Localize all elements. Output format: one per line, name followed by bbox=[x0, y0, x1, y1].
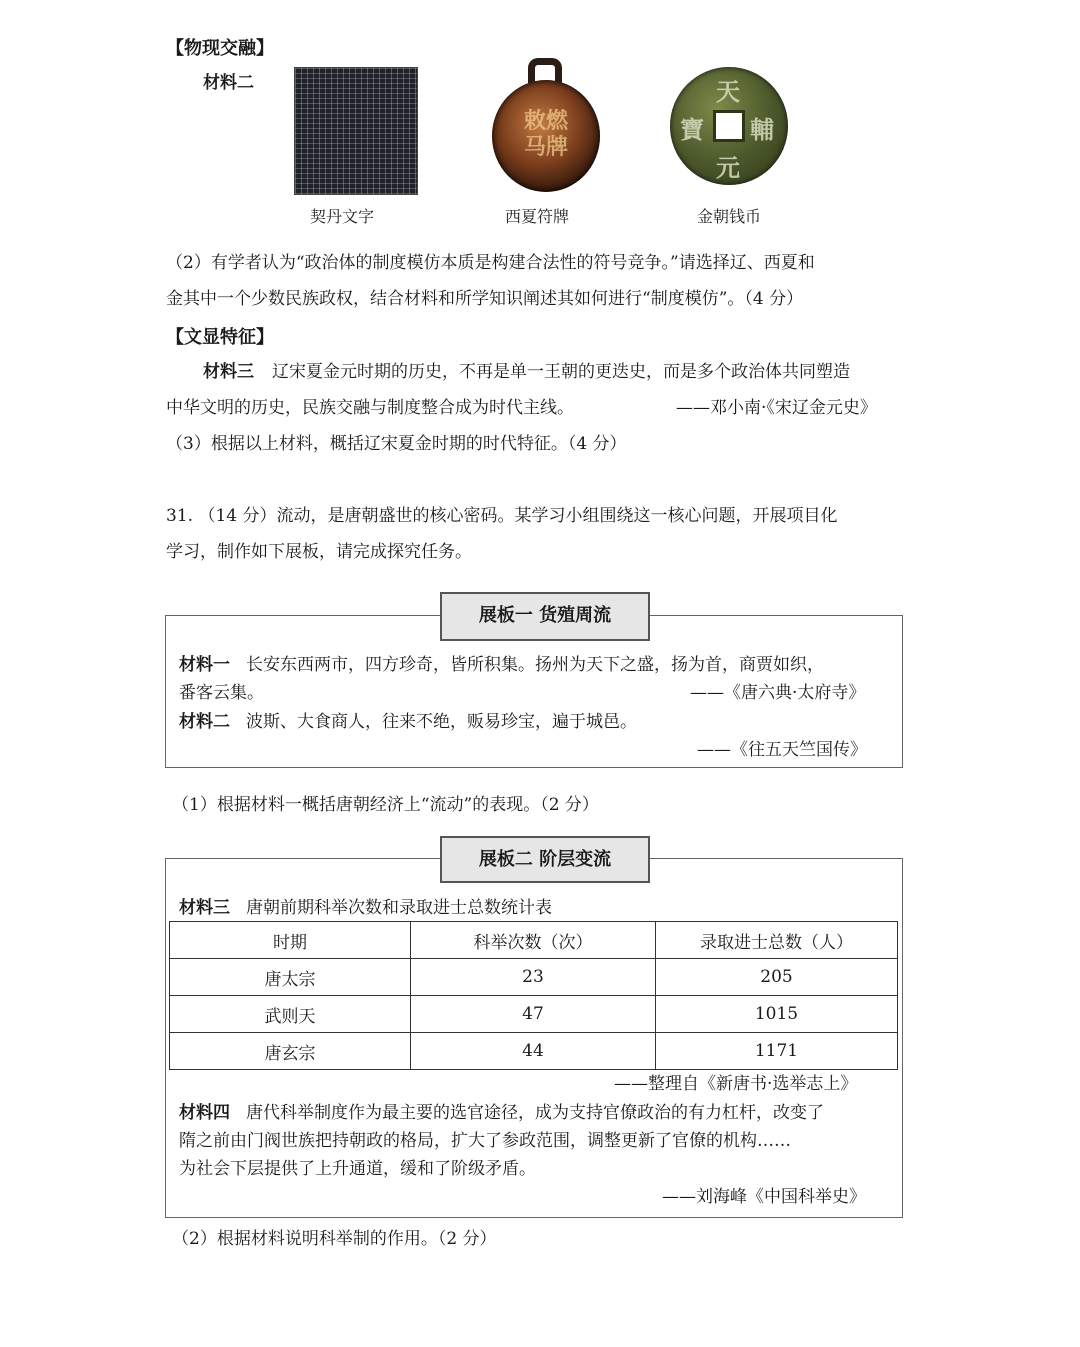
coin-square-hole bbox=[713, 110, 745, 142]
table-cell: 1015 bbox=[656, 996, 898, 1033]
panel-2-material-4-label: 材料四 bbox=[179, 1103, 230, 1123]
coin-char-right: 輔 bbox=[750, 115, 774, 144]
question-2-line-1: （2）有学者认为“政治体的制度模仿本质是构建合法性的符号竞争。”请选择辽、西夏和 bbox=[166, 253, 815, 273]
panel-1-material-2-text: 波斯、大食商人，往来不绝，贩易珍宝，遍于城邑。 bbox=[246, 712, 637, 732]
section-heading-wenxian: 【文显特征】 bbox=[166, 327, 274, 348]
table-cell: 唐太宗 bbox=[170, 959, 411, 996]
table-cell: 205 bbox=[656, 959, 898, 996]
table-row bbox=[170, 1033, 898, 1070]
question-31-2: （2）根据材料说明科举制的作用。（2 分） bbox=[172, 1229, 497, 1249]
qidan-caption: 契丹文字 bbox=[310, 207, 375, 226]
table-cell: 44 bbox=[411, 1033, 656, 1070]
table-source: ——整理自《新唐书·选举志上》 bbox=[614, 1074, 858, 1094]
table-row bbox=[170, 959, 898, 996]
xixia-tally-glyph: 敕燃马牌 bbox=[523, 108, 568, 160]
section-heading-wuxian: 【物现交融】 bbox=[166, 38, 274, 59]
coin-char-bottom: 元 bbox=[716, 153, 740, 182]
material-3-source: ——邓小南·《宋辽金元史》 bbox=[676, 398, 877, 418]
panel-1-material-1-label: 材料一 bbox=[179, 655, 230, 675]
panel-2-material-4-line-3: 为社会下层提供了上升通道，缓和了阶级矛盾。 bbox=[179, 1159, 536, 1179]
qidan-script-image bbox=[294, 67, 418, 195]
table-header-cell: 时期 bbox=[170, 922, 411, 959]
panel-1-material-1-line-2: 番客云集。 bbox=[179, 683, 264, 703]
table-cell: 武则天 bbox=[170, 996, 411, 1033]
table-cell: 唐玄宗 bbox=[170, 1033, 411, 1070]
panel-1-material-1-source: ——《唐六典·太府寺》 bbox=[690, 683, 866, 703]
panel-1-title: 展板一 货殖周流 bbox=[440, 592, 650, 641]
panel-2-material-4-line-1: 唐代科举制度作为最主要的选官途径，成为支持官僚政治的有力杠杆，改变了 bbox=[246, 1103, 824, 1123]
table-header-row bbox=[170, 922, 898, 959]
panel-2-material-4-line-2: 隋之前由门阀世族把持朝政的格局，扩大了参政范围，调整更新了官僚的机构…… bbox=[179, 1131, 791, 1151]
panel-1-material-2-label: 材料二 bbox=[179, 712, 230, 732]
table-cell: 1171 bbox=[656, 1033, 898, 1070]
panel-1-material-1-line-1: 长安东西两市，四方珍奇，皆所积集。扬州为天下之盛，扬为首，商贾如织， bbox=[246, 655, 824, 675]
material-2-label: 材料二 bbox=[203, 73, 254, 93]
table-header-cell: 录取进士总数（人） bbox=[656, 922, 898, 959]
material-3-line-2: 中华文明的历史，民族交融与制度整合成为时代主线。 bbox=[166, 398, 574, 418]
material-3-line-1: 辽宋夏金元时期的历史，不再是单一王朝的更迭史，而是多个政治体共同塑造 bbox=[272, 362, 850, 382]
question-31-line-1: 31. （14 分）流动，是唐朝盛世的核心密码。某学习小组围绕这一核心问题，开展项目化 bbox=[166, 506, 838, 526]
panel-2-title: 展板二 阶层变流 bbox=[440, 836, 650, 883]
material-3-label: 材料三 bbox=[203, 362, 254, 382]
coin-caption: 金朝钱币 bbox=[697, 207, 762, 226]
table-cell: 47 bbox=[411, 996, 656, 1033]
question-3: （3）根据以上材料，概括辽宋夏金时期的时代特征。（4 分） bbox=[166, 434, 627, 454]
coin-char-left: 寶 bbox=[680, 115, 704, 144]
coin-char-top: 天 bbox=[716, 77, 740, 106]
question-2-line-2: 金其中一个少数民族政权，结合材料和所学知识阐述其如何进行“制度模仿”。（4 分） bbox=[166, 289, 804, 309]
exam-statistics-table bbox=[169, 921, 898, 1070]
table-row bbox=[170, 996, 898, 1033]
panel-1-material-2-source: ——《往五天竺国传》 bbox=[697, 740, 867, 760]
panel-2-material-4-source: ——刘海峰《中国科举史》 bbox=[662, 1187, 866, 1207]
table-header-cell: 科举次数（次） bbox=[411, 922, 656, 959]
fupai-caption: 西夏符牌 bbox=[505, 207, 570, 226]
table-cell: 23 bbox=[411, 959, 656, 996]
question-31-1: （1）根据材料一概括唐朝经济上“流动”的表现。（2 分） bbox=[172, 795, 599, 815]
panel-2-material-3-label: 材料三 bbox=[179, 898, 230, 918]
panel-2-material-3-title: 唐朝前期科举次数和录取进士总数统计表 bbox=[246, 898, 552, 918]
question-31-line-2: 学习，制作如下展板，请完成探究任务。 bbox=[166, 542, 472, 562]
